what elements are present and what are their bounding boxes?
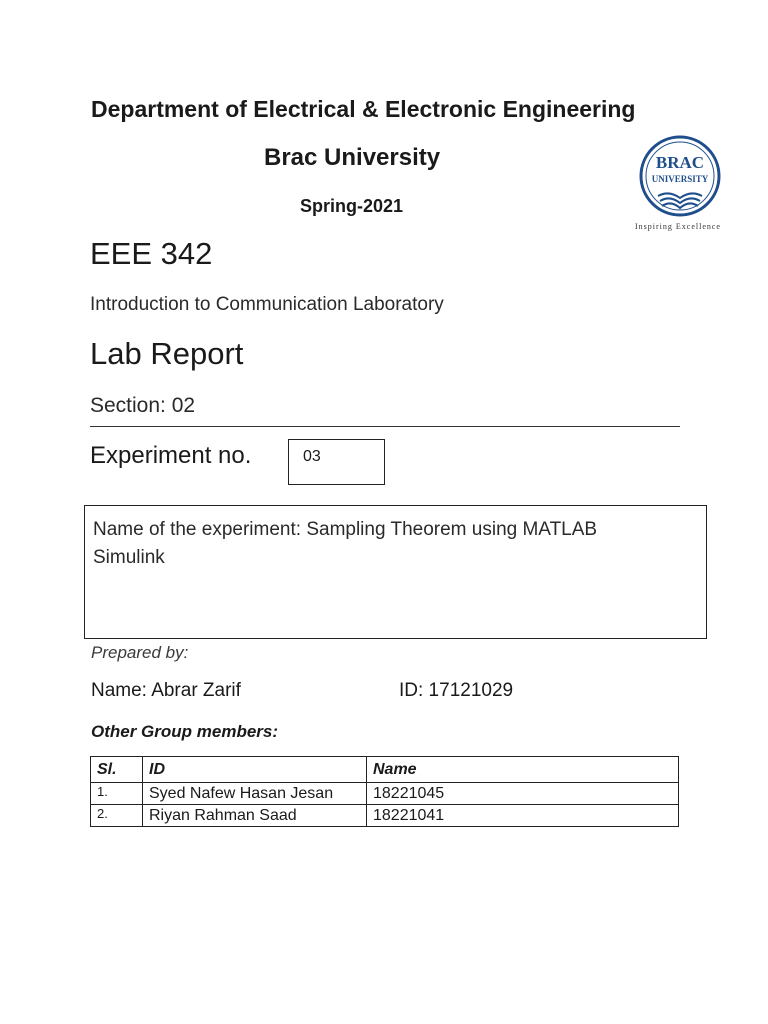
table-row — [91, 783, 679, 805]
group-members-table — [90, 756, 679, 827]
course-code: EEE 342 — [90, 236, 213, 271]
table-header-row — [91, 757, 679, 783]
table-header-id: ID — [143, 757, 367, 783]
logo-text-brac: BRAC — [655, 153, 705, 172]
table-cell-sl: 2. — [91, 805, 143, 827]
experiment-name-line-2: Simulink — [93, 547, 165, 568]
student-name: Name: Abrar Zarif — [91, 680, 241, 701]
experiment-name-line-1: Name of the experiment: Sampling Theorem using MATLAB — [93, 519, 598, 540]
university-heading: Brac University — [264, 144, 441, 171]
table-cell-sl: 1. — [91, 783, 143, 805]
table-header-name: Name — [367, 757, 679, 783]
experiment-number-label: Experiment no. — [90, 442, 252, 469]
experiment-number-box — [288, 439, 385, 485]
table-row — [91, 805, 679, 827]
brac-university-logo — [622, 134, 730, 234]
student-id: ID: 17121029 — [399, 680, 514, 701]
logo-text-university: UNIVERSITY — [651, 174, 709, 184]
section-label: Section: 02 — [90, 394, 196, 417]
brac-logo-icon — [622, 134, 730, 234]
table-header-sl: Sl. — [91, 757, 143, 783]
department-heading: Department of Electrical & Electronic Engineering — [91, 96, 636, 122]
table-cell-id: Riyan Rahman Saad — [143, 805, 367, 827]
table-cell-name: 18221041 — [367, 805, 679, 827]
logo-tagline: Inspiring Excellence — [635, 222, 721, 231]
experiment-name-box — [84, 505, 707, 639]
section-divider — [90, 426, 680, 427]
table-cell-id: Syed Nafew Hasan Jesan — [143, 783, 367, 805]
semester-heading: Spring-2021 — [300, 196, 404, 216]
report-title: Lab Report — [90, 336, 244, 371]
group-members-label: Other Group members: — [91, 722, 279, 741]
experiment-number-value: 03 — [303, 448, 321, 465]
prepared-by-label: Prepared by: — [91, 643, 189, 662]
course-name: Introduction to Communication Laboratory — [90, 294, 444, 315]
table-cell-name: 18221045 — [367, 783, 679, 805]
